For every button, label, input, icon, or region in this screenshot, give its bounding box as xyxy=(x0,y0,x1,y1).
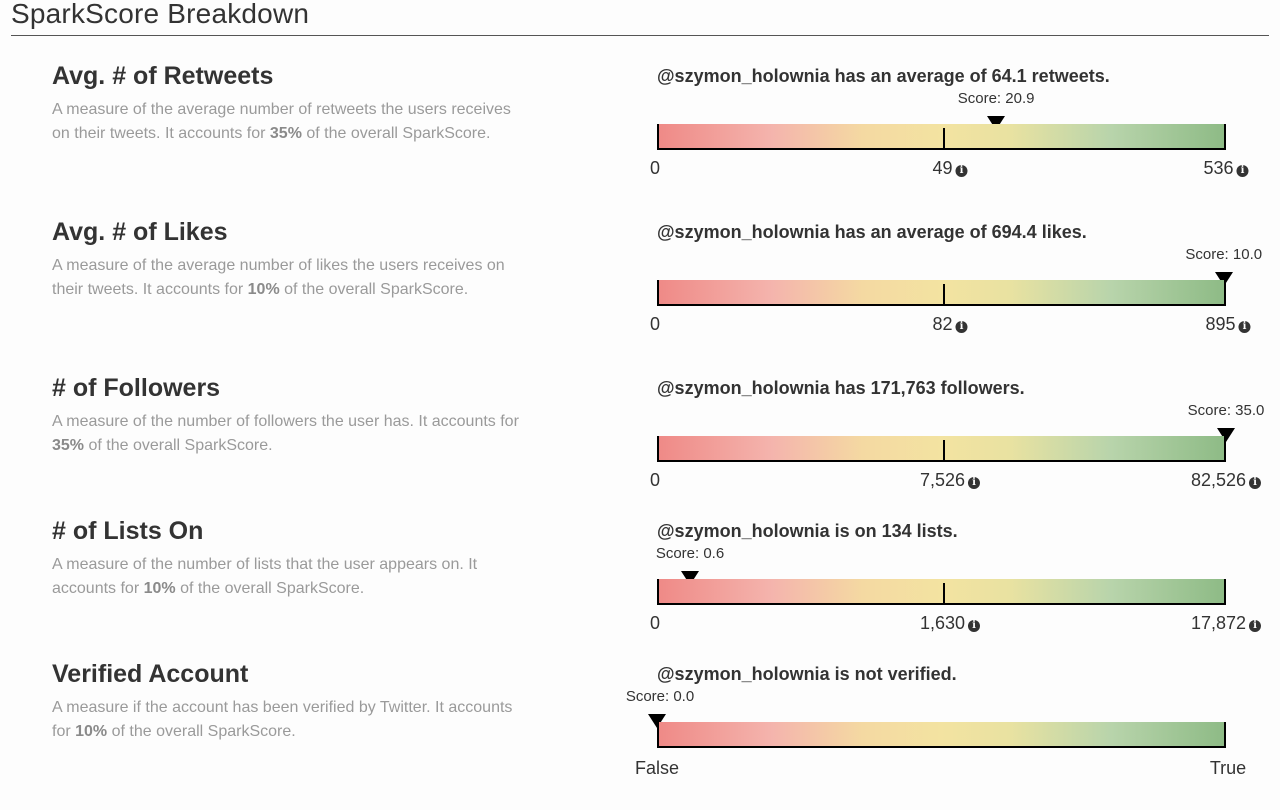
metric-lists xyxy=(0,517,1280,667)
metric-weight: 35% xyxy=(269,125,302,142)
metric-weight: 10% xyxy=(75,723,108,740)
metric-weight: 10% xyxy=(143,580,176,597)
metric-title: Avg. # of Retweets xyxy=(52,62,274,90)
info-icon[interactable]: i xyxy=(1249,620,1261,632)
metric-stat: @szymon_holownia has an average of 64.1 retweets. xyxy=(657,66,1110,86)
scale-max-label: 17,872 i xyxy=(1191,613,1261,634)
metric-title: Avg. # of Likes xyxy=(52,218,228,246)
metric-description: A measure of the number of lists that the user appears on. It accounts for 10% of the overall SparkScore. xyxy=(52,556,478,597)
metric-stat: @szymon_holownia has an average of 694.4 likes. xyxy=(657,222,1087,242)
metric-retweets xyxy=(0,62,1280,212)
metric-stat: @szymon_holownia is on 134 lists. xyxy=(657,521,958,541)
info-icon[interactable]: i xyxy=(1249,477,1261,489)
scale-max-label: True xyxy=(1209,758,1247,778)
scale-mid-label: 82 i xyxy=(932,314,967,335)
metric-verified xyxy=(0,660,1280,810)
score-label: Score: 0.6 xyxy=(655,545,725,562)
info-icon[interactable]: i xyxy=(1237,165,1249,177)
scale-min-label: 0 xyxy=(650,314,661,334)
title-divider xyxy=(11,35,1269,36)
info-icon[interactable]: i xyxy=(956,165,968,177)
metric-weight: 10% xyxy=(247,281,280,298)
score-bar xyxy=(657,280,1226,306)
bar-midpoint xyxy=(943,284,945,306)
score-bar xyxy=(657,436,1226,462)
scale-max-label: 536 i xyxy=(1203,158,1248,179)
metric-stat: @szymon_holownia has 171,763 followers. xyxy=(657,378,1025,398)
scale-mid-label: 7,526 i xyxy=(920,470,980,491)
metric-title: Verified Account xyxy=(52,660,249,688)
scale-mid-label: 1,630 i xyxy=(920,613,980,634)
bar-midpoint xyxy=(943,440,945,462)
info-icon[interactable]: i xyxy=(968,620,980,632)
page-title: SparkScore Breakdown xyxy=(11,0,310,29)
info-icon[interactable]: i xyxy=(956,321,968,333)
metric-description: A measure of the average number of likes the users receives on their tweets. It accounts for 10% of the overall SparkScore. xyxy=(52,257,505,298)
metric-description: A measure of the average number of retweets the users receives on their tweets. It accounts for 35% of the overall SparkScore. xyxy=(52,101,511,142)
metric-stat: @szymon_holownia is not verified. xyxy=(657,664,957,684)
scale-min-label: False xyxy=(634,758,680,778)
scale-min-label: 0 xyxy=(650,470,661,490)
bar-midpoint xyxy=(943,583,945,605)
info-icon[interactable]: i xyxy=(1239,321,1251,333)
score-label: Score: 0.0 xyxy=(625,688,695,705)
score-bar xyxy=(657,722,1226,748)
metric-followers xyxy=(0,374,1280,524)
scale-min-label: 0 xyxy=(650,158,661,178)
metric-title: # of Lists On xyxy=(52,517,204,545)
score-bar xyxy=(657,124,1226,150)
scale-max-label: 82,526 i xyxy=(1191,470,1261,491)
scale-max-label: 895 i xyxy=(1205,314,1250,335)
score-label: Score: 20.9 xyxy=(957,90,1035,107)
metric-title: # of Followers xyxy=(52,374,221,402)
metric-description: A measure if the account has been verified by Twitter. It accounts for 10% of the overall SparkScore. xyxy=(52,699,513,740)
info-icon[interactable]: i xyxy=(968,477,980,489)
scale-mid-label: 49 i xyxy=(932,158,967,179)
bar-midpoint xyxy=(943,128,945,150)
metric-weight: 35% xyxy=(52,437,85,454)
scale-min-label: 0 xyxy=(650,613,661,633)
score-bar xyxy=(657,579,1226,605)
metric-likes xyxy=(0,218,1280,368)
metric-description: A measure of the number of followers the user has. It accounts for 35% of the overall SparkScore. xyxy=(52,413,519,454)
score-label: Score: 35.0 xyxy=(1187,402,1265,419)
score-label: Score: 10.0 xyxy=(1185,246,1263,263)
